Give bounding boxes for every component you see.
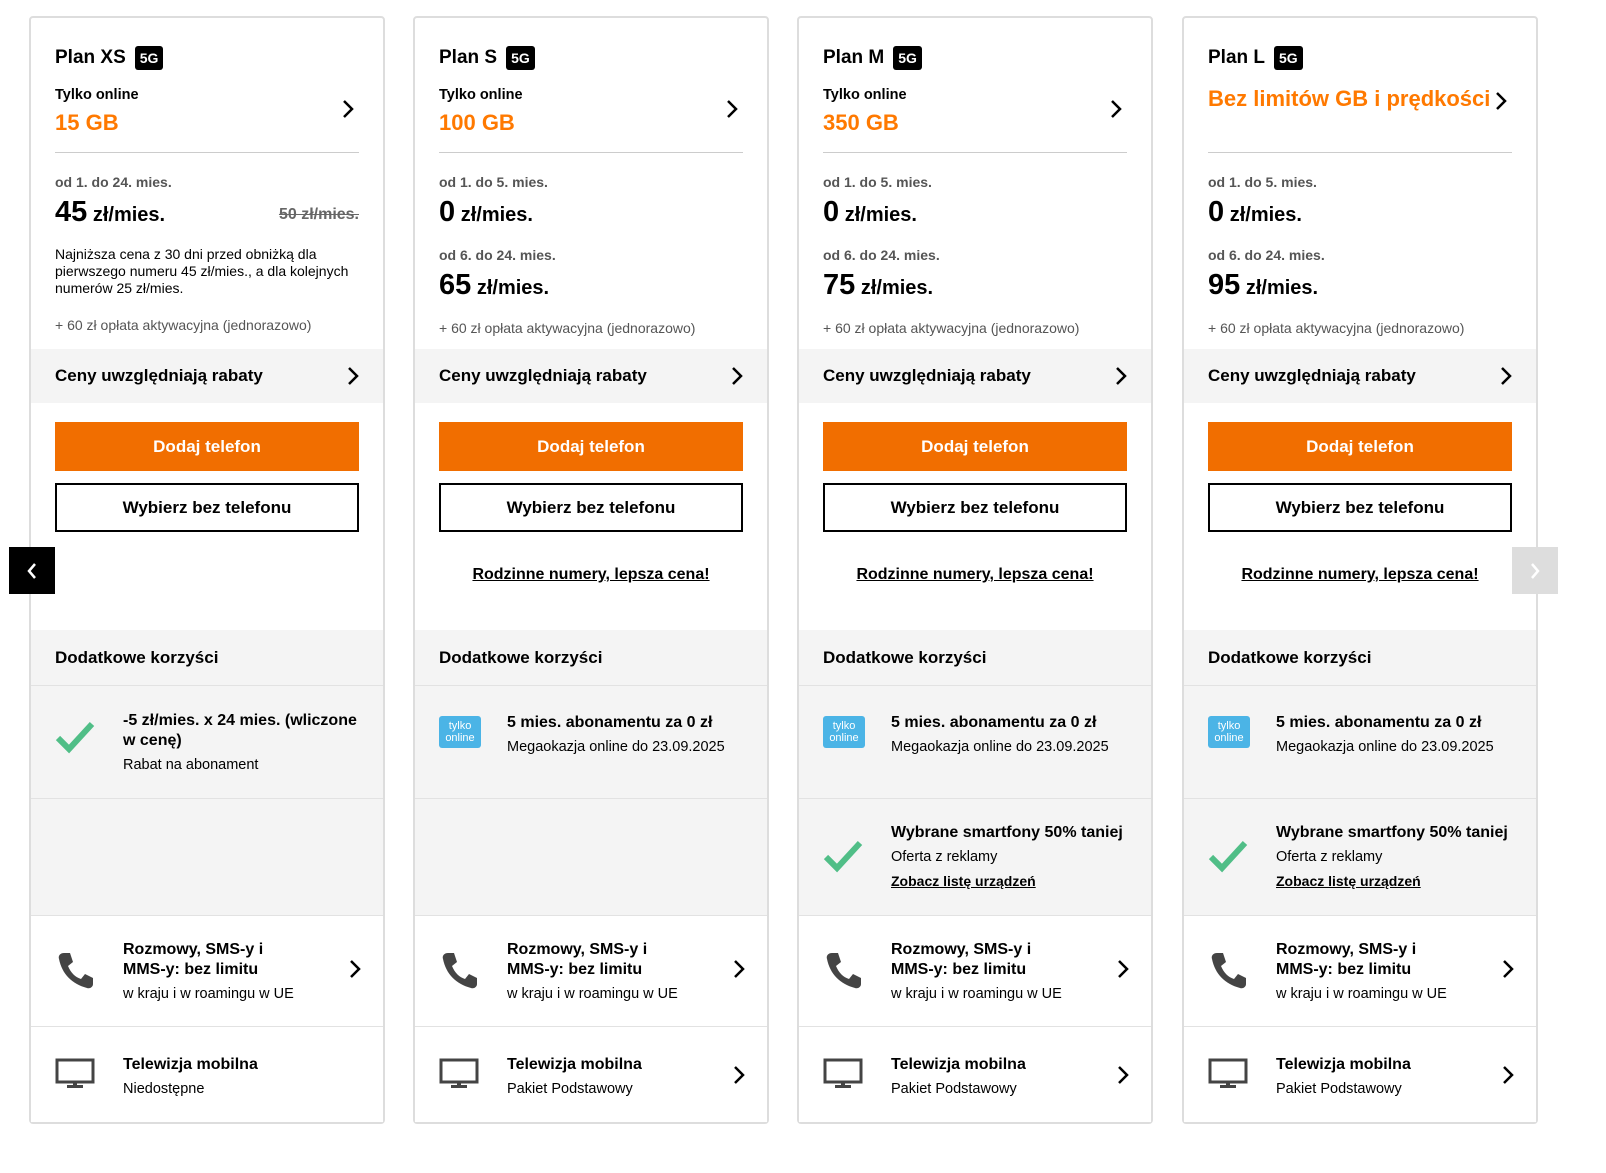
plan-name: Plan M xyxy=(823,47,885,68)
phone-icon xyxy=(823,950,863,990)
price-period: od 1. do 5. mies. xyxy=(439,174,548,190)
online-only-icon xyxy=(823,716,865,748)
tv-icon xyxy=(439,1057,479,1091)
price-value: 0 xyxy=(439,196,456,228)
phone-icon xyxy=(55,950,95,990)
chevron-right-icon xyxy=(1117,1065,1129,1085)
benefits-header: Dodatkowe korzyści xyxy=(1184,630,1536,686)
calls-title xyxy=(507,940,647,980)
benefit-subtitle: Oferta z reklamy xyxy=(891,849,998,865)
benefit-title: Wybrane smartfony 50% taniej xyxy=(1276,824,1508,841)
price-period: od 1. do 24. mies. xyxy=(55,174,172,190)
price-period: od 6. do 24. mies. xyxy=(1208,247,1325,263)
chevron-right-icon xyxy=(1502,959,1514,979)
divider xyxy=(55,152,359,153)
divider xyxy=(1208,152,1512,153)
tv-subtitle: Niedostępne xyxy=(123,1081,205,1097)
online-tag: Tylko online xyxy=(55,87,139,103)
price-value: 95 xyxy=(1208,269,1241,301)
discounts-label: Ceny uwzględniają rabaty xyxy=(1208,366,1416,385)
check-icon xyxy=(823,839,863,873)
activation-fee: + 60 zł opłata aktywacyjna (jednorazowo) xyxy=(823,320,1080,336)
tv-title: Telewizja mobilna xyxy=(123,1056,258,1073)
data-allowance: 350 GB xyxy=(823,110,899,135)
benefit-title: 5 mies. abonamentu za 0 zł xyxy=(1276,714,1482,731)
family-numbers-link[interactable]: Rodzinne numery, lepsza cena! xyxy=(856,566,1094,583)
chevron-right-icon xyxy=(1529,562,1541,580)
price xyxy=(55,196,165,229)
tv-subtitle: Pakiet Podstawowy xyxy=(1276,1081,1402,1097)
price xyxy=(823,269,933,302)
add-phone-button[interactable]: Dodaj telefon xyxy=(55,422,359,471)
icon-text: tylko xyxy=(832,720,856,732)
price-unit: zł/mies. xyxy=(460,204,533,226)
online-only-icon xyxy=(1208,716,1250,748)
plan-title xyxy=(439,46,535,70)
divider xyxy=(823,152,1127,153)
calls-subtitle: w kraju i w roamingu w UE xyxy=(1276,986,1447,1002)
chevron-right-icon xyxy=(1502,1065,1514,1085)
divider xyxy=(439,152,743,153)
price xyxy=(1208,196,1302,229)
5g-badge: 5G xyxy=(506,46,535,70)
check-icon xyxy=(1208,839,1248,873)
price-value: 75 xyxy=(823,269,856,301)
calls-subtitle: w kraju i w roamingu w UE xyxy=(891,986,1062,1002)
chevron-right-icon xyxy=(733,1065,745,1085)
lowest-price-note: Najniższa cena z 30 dni przed obniżką dla pierwszego numeru 45 zł/mies., a dla kolejnych numerów 25 zł/mies. xyxy=(55,246,349,296)
benefits-header: Dodatkowe korzyści xyxy=(799,630,1151,686)
chevron-right-icon xyxy=(1115,366,1127,386)
choose-without-phone-button[interactable]: Wybierz bez telefonu xyxy=(439,483,743,532)
data-allowance: 100 GB xyxy=(439,110,515,135)
tv-title: Telewizja mobilna xyxy=(1276,1056,1411,1073)
calls-title-line: Rozmowy, SMS-y i xyxy=(1276,941,1417,958)
calls-title-line: MMS-y: bez limitu xyxy=(507,961,643,978)
calls-title xyxy=(891,940,1031,980)
price-value: 45 xyxy=(55,196,88,228)
phone-icon xyxy=(1208,950,1248,990)
benefit-item xyxy=(1184,799,1536,916)
online-tag: Tylko online xyxy=(823,87,907,103)
benefit-subtitle: Rabat na abonament xyxy=(123,757,259,773)
calls-title-line: Rozmowy, SMS-y i xyxy=(891,941,1032,958)
benefit-item xyxy=(799,686,1151,799)
calls-title-line: Rozmowy, SMS-y i xyxy=(123,941,264,958)
tv-subtitle: Pakiet Podstawowy xyxy=(507,1081,633,1097)
add-phone-button[interactable]: Dodaj telefon xyxy=(439,422,743,471)
benefit-title: 5 mies. abonamentu za 0 zł xyxy=(891,714,1097,731)
icon-text: online xyxy=(829,732,859,744)
plan-card-s xyxy=(413,16,769,1124)
online-tag: Tylko online xyxy=(439,87,523,103)
price xyxy=(439,196,533,229)
benefit-item xyxy=(799,799,1151,916)
discounts-info-row[interactable] xyxy=(31,349,383,403)
family-numbers-link[interactable]: Rodzinne numery, lepsza cena! xyxy=(472,566,710,583)
benefit-item xyxy=(31,686,383,799)
device-list-link[interactable]: Zobacz listę urządzeń xyxy=(1276,873,1421,889)
price-period: od 6. do 24. mies. xyxy=(439,247,556,263)
price xyxy=(439,269,549,302)
plan-card-xs xyxy=(29,16,385,1124)
benefit-subtitle: Oferta z reklamy xyxy=(1276,849,1383,865)
discounts-label: Ceny uwzględniają rabaty xyxy=(439,366,647,385)
online-only-icon xyxy=(439,716,481,748)
5g-badge: 5G xyxy=(893,46,922,70)
tv-title: Telewizja mobilna xyxy=(891,1056,1026,1073)
phone-icon xyxy=(439,950,479,990)
benefit-title: Wybrane smartfony 50% taniej xyxy=(891,824,1123,841)
calls-subtitle: w kraju i w roamingu w UE xyxy=(123,986,294,1002)
icon-text: tylko xyxy=(448,720,472,732)
plan-card-l xyxy=(1182,16,1538,1124)
benefit-item-empty xyxy=(31,799,383,916)
calls-title xyxy=(123,940,263,980)
calls-title-line: MMS-y: bez limitu xyxy=(891,961,1027,978)
price-value: 0 xyxy=(823,196,840,228)
calls-title-line: MMS-y: bez limitu xyxy=(123,961,259,978)
family-numbers-link[interactable]: Rodzinne numery, lepsza cena! xyxy=(1241,566,1479,583)
activation-fee: + 60 zł opłata aktywacyjna (jednorazowo) xyxy=(1208,320,1465,336)
discounts-label: Ceny uwzględniają rabaty xyxy=(55,366,263,385)
price-period: od 1. do 5. mies. xyxy=(1208,174,1317,190)
plan-name: Plan XS xyxy=(55,47,126,68)
calls-sms-row[interactable] xyxy=(415,916,767,1027)
icon-text: online xyxy=(445,732,475,744)
old-price: 50 zł/mies. xyxy=(278,206,359,223)
5g-badge: 5G xyxy=(1274,46,1303,70)
chevron-right-icon xyxy=(731,366,743,386)
discounts-info-row[interactable] xyxy=(415,349,767,403)
data-allowance: Bez limitów GB i prędkości xyxy=(1208,86,1491,111)
price-unit: zł/mies. xyxy=(476,277,550,299)
mobile-tv-row xyxy=(31,1027,383,1122)
price xyxy=(823,196,917,229)
tv-icon xyxy=(1208,1057,1248,1091)
benefit-item-empty xyxy=(415,799,767,916)
mobile-tv-row[interactable] xyxy=(799,1027,1151,1122)
check-icon xyxy=(55,720,95,754)
price-period: od 1. do 5. mies. xyxy=(823,174,932,190)
mobile-tv-row[interactable] xyxy=(415,1027,767,1122)
calls-title xyxy=(1276,940,1416,980)
calls-sms-row[interactable] xyxy=(799,916,1151,1027)
calls-subtitle: w kraju i w roamingu w UE xyxy=(507,986,678,1002)
benefit-item xyxy=(415,686,767,799)
mobile-tv-row[interactable] xyxy=(1184,1027,1536,1122)
benefit-subtitle: Megaokazja online do 23.09.2025 xyxy=(507,739,725,755)
discounts-info-row[interactable] xyxy=(1184,349,1536,403)
add-phone-button[interactable]: Dodaj telefon xyxy=(823,422,1127,471)
price-unit: zł/mies. xyxy=(1229,204,1302,226)
chevron-right-icon[interactable] xyxy=(723,98,741,120)
discounts-label: Ceny uwzględniają rabaty xyxy=(823,366,1031,385)
discounts-info-row[interactable] xyxy=(799,349,1151,403)
choose-without-phone-button[interactable]: Wybierz bez telefonu xyxy=(823,483,1127,532)
calls-sms-row[interactable] xyxy=(1184,916,1536,1027)
chevron-right-icon[interactable] xyxy=(1492,90,1510,112)
benefit-title: 5 mies. abonamentu za 0 zł xyxy=(507,714,713,731)
benefit-subtitle: Megaokazja online do 23.09.2025 xyxy=(1276,739,1494,755)
calls-title-line: MMS-y: bez limitu xyxy=(1276,961,1412,978)
benefit-subtitle: Megaokazja online do 23.09.2025 xyxy=(891,739,1109,755)
icon-text: tylko xyxy=(1217,720,1241,732)
tv-icon xyxy=(823,1057,863,1091)
plan-card-m xyxy=(797,16,1153,1124)
benefits-header: Dodatkowe korzyści xyxy=(415,630,767,686)
add-phone-button[interactable]: Dodaj telefon xyxy=(1208,422,1512,471)
chevron-right-icon[interactable] xyxy=(339,98,357,120)
chevron-right-icon xyxy=(1117,959,1129,979)
plan-name: Plan L xyxy=(1208,47,1266,68)
price-unit: zł/mies. xyxy=(844,204,917,226)
chevron-right-icon xyxy=(349,959,361,979)
data-allowance: 15 GB xyxy=(55,110,119,135)
choose-without-phone-button[interactable]: Wybierz bez telefonu xyxy=(55,483,359,532)
plan-title xyxy=(823,46,922,70)
plan-title xyxy=(55,46,163,70)
price-unit: zł/mies. xyxy=(92,204,166,226)
chevron-right-icon xyxy=(1500,366,1512,386)
tv-subtitle: Pakiet Podstawowy xyxy=(891,1081,1017,1097)
price-value: 0 xyxy=(1208,196,1225,228)
benefit-item xyxy=(1184,686,1536,799)
chevron-left-icon xyxy=(26,562,38,580)
benefit-title: -5 zł/mies. x 24 mies. (wliczone w cenę) xyxy=(123,712,357,749)
carousel-next-button[interactable] xyxy=(1512,547,1558,594)
plan-title xyxy=(1208,46,1303,70)
activation-fee: + 60 zł opłata aktywacyjna (jednorazowo) xyxy=(55,317,312,333)
tv-icon xyxy=(55,1057,95,1091)
chevron-right-icon xyxy=(347,366,359,386)
plan-name: Plan S xyxy=(439,47,498,68)
calls-sms-row[interactable] xyxy=(31,916,383,1027)
chevron-right-icon xyxy=(733,959,745,979)
carousel-prev-button[interactable] xyxy=(9,547,55,594)
price-unit: zł/mies. xyxy=(1245,277,1319,299)
price xyxy=(1208,269,1318,302)
chevron-right-icon[interactable] xyxy=(1107,98,1125,120)
tv-title: Telewizja mobilna xyxy=(507,1056,642,1073)
price-period: od 6. do 24. mies. xyxy=(823,247,940,263)
benefits-header: Dodatkowe korzyści xyxy=(31,630,383,686)
price-unit: zł/mies. xyxy=(860,277,934,299)
price-value: 65 xyxy=(439,269,472,301)
5g-badge: 5G xyxy=(135,46,164,70)
calls-title-line: Rozmowy, SMS-y i xyxy=(507,941,648,958)
icon-text: online xyxy=(1214,732,1244,744)
device-list-link[interactable]: Zobacz listę urządzeń xyxy=(891,873,1036,889)
choose-without-phone-button[interactable]: Wybierz bez telefonu xyxy=(1208,483,1512,532)
activation-fee: + 60 zł opłata aktywacyjna (jednorazowo) xyxy=(439,320,696,336)
